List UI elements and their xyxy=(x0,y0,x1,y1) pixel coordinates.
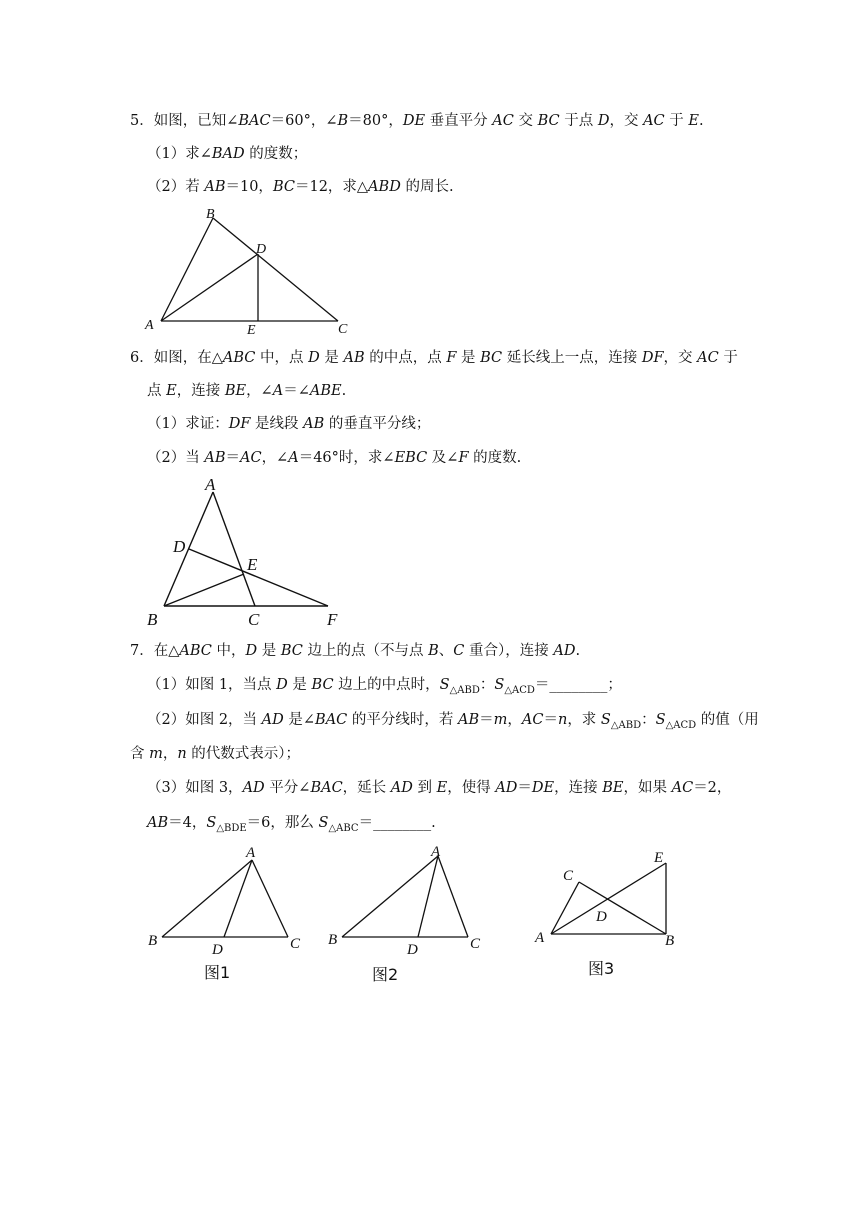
segment-ac xyxy=(252,860,288,937)
q7-stem: 7．在△ABC 中，D 是 BC 边上的点（不与点 B、C 重合），连接 AD. xyxy=(130,643,581,659)
label-c: C xyxy=(248,610,260,629)
label-a: A xyxy=(246,845,256,861)
q6-stem: 6．如图，在△ABC 中，点 D 是 AB 的中点，点 F 是 BC 延长线上一点，连接 DF，交 AC 于 xyxy=(130,350,738,366)
answer-blank-2: ________ xyxy=(373,815,432,831)
q7-part3: （3）如图 3，AD 平分∠BAC，延长 AD 到 E，使得 AD＝DE，连接 BE，如果 AC＝2， xyxy=(147,780,732,796)
q5-part1: （1）求∠BAD 的度数； xyxy=(147,146,308,162)
q6-part1: （1）求证：DF 是线段 AB 的垂直平分线； xyxy=(147,416,431,432)
segment-ac xyxy=(438,856,468,937)
answer-blank-1: ________ xyxy=(549,677,608,693)
caption-fig1: 图1 xyxy=(204,963,231,982)
segment-bc xyxy=(213,218,338,321)
label-e: E xyxy=(654,850,664,866)
label-e: E xyxy=(247,323,256,338)
segment-ab xyxy=(161,218,213,321)
caption-fig2: 图2 xyxy=(372,965,399,984)
label-f: F xyxy=(327,610,338,629)
label-c: C xyxy=(563,868,574,884)
q6-stem-line2: 点 E，连接 BE，∠A＝∠ABE. xyxy=(147,383,347,399)
label-c: C xyxy=(470,936,481,952)
label-c: C xyxy=(290,936,301,952)
label-d: D xyxy=(256,242,267,257)
q7-part3-line2: AB＝4，$S_{\triangle BDE}=6$，那么 $S_{\triangle ABC}=\_\_\_\_\_\_\_\_$. xyxy=(147,815,436,834)
caption-fig3: 图3 xyxy=(588,959,615,978)
label-a: A xyxy=(205,475,216,494)
label-d: D xyxy=(212,942,223,958)
label-b: B xyxy=(147,610,158,629)
q7-part2: （2）如图 2，当 AD 是∠BAC 的平分线时，若 AB＝m，AC＝n，求 $S_{\triangle ABD}$：$S_{\triangle ACD}$ 的值（用 xyxy=(147,712,759,731)
label-b: B xyxy=(206,207,215,222)
label-a: A xyxy=(431,844,441,860)
segment-df xyxy=(189,549,328,606)
q7-part1: （1）如图 1，当点 D 是 BC 边上的中点时，$S_{\triangle ABD}$：$S_{\triangle ACD}=\_\_\_\_\_\_\_\_$； xyxy=(147,677,622,696)
q7-figure-3 xyxy=(525,838,695,983)
segment-ac xyxy=(213,492,255,606)
segment-ad xyxy=(161,254,258,321)
label-d: D xyxy=(173,537,186,556)
q6-figure xyxy=(140,470,370,630)
q7-figure-2 xyxy=(320,838,490,988)
label-c: C xyxy=(338,322,348,337)
label-b: B xyxy=(328,932,338,948)
label-d: D xyxy=(596,909,607,925)
segment-ad xyxy=(418,856,438,937)
label-d: D xyxy=(407,942,418,958)
label-b: B xyxy=(665,933,675,949)
q5-figure xyxy=(140,200,370,340)
label-e: E xyxy=(247,555,258,574)
q5-stem: 5．如图，已知∠BAC＝60°，∠B＝80°，DE 垂直平分 AC 交 BC 于点 D，交 AC 于 E. xyxy=(130,113,704,129)
q7-part2-line2: 含 m，n 的代数式表示）； xyxy=(130,746,301,762)
q7-figure-1 xyxy=(140,838,310,988)
label-a: A xyxy=(145,318,154,333)
label-b: B xyxy=(148,933,158,949)
q5-part2: （2）若 AB＝10，BC＝12，求△ABD 的周长. xyxy=(147,179,454,195)
segment-ac xyxy=(551,882,579,934)
q6-part2: （2）当 AB＝AC，∠A＝46°时，求∠EBC 及∠F 的度数. xyxy=(147,450,522,466)
label-a: A xyxy=(535,930,545,946)
segment-ab xyxy=(342,856,438,937)
